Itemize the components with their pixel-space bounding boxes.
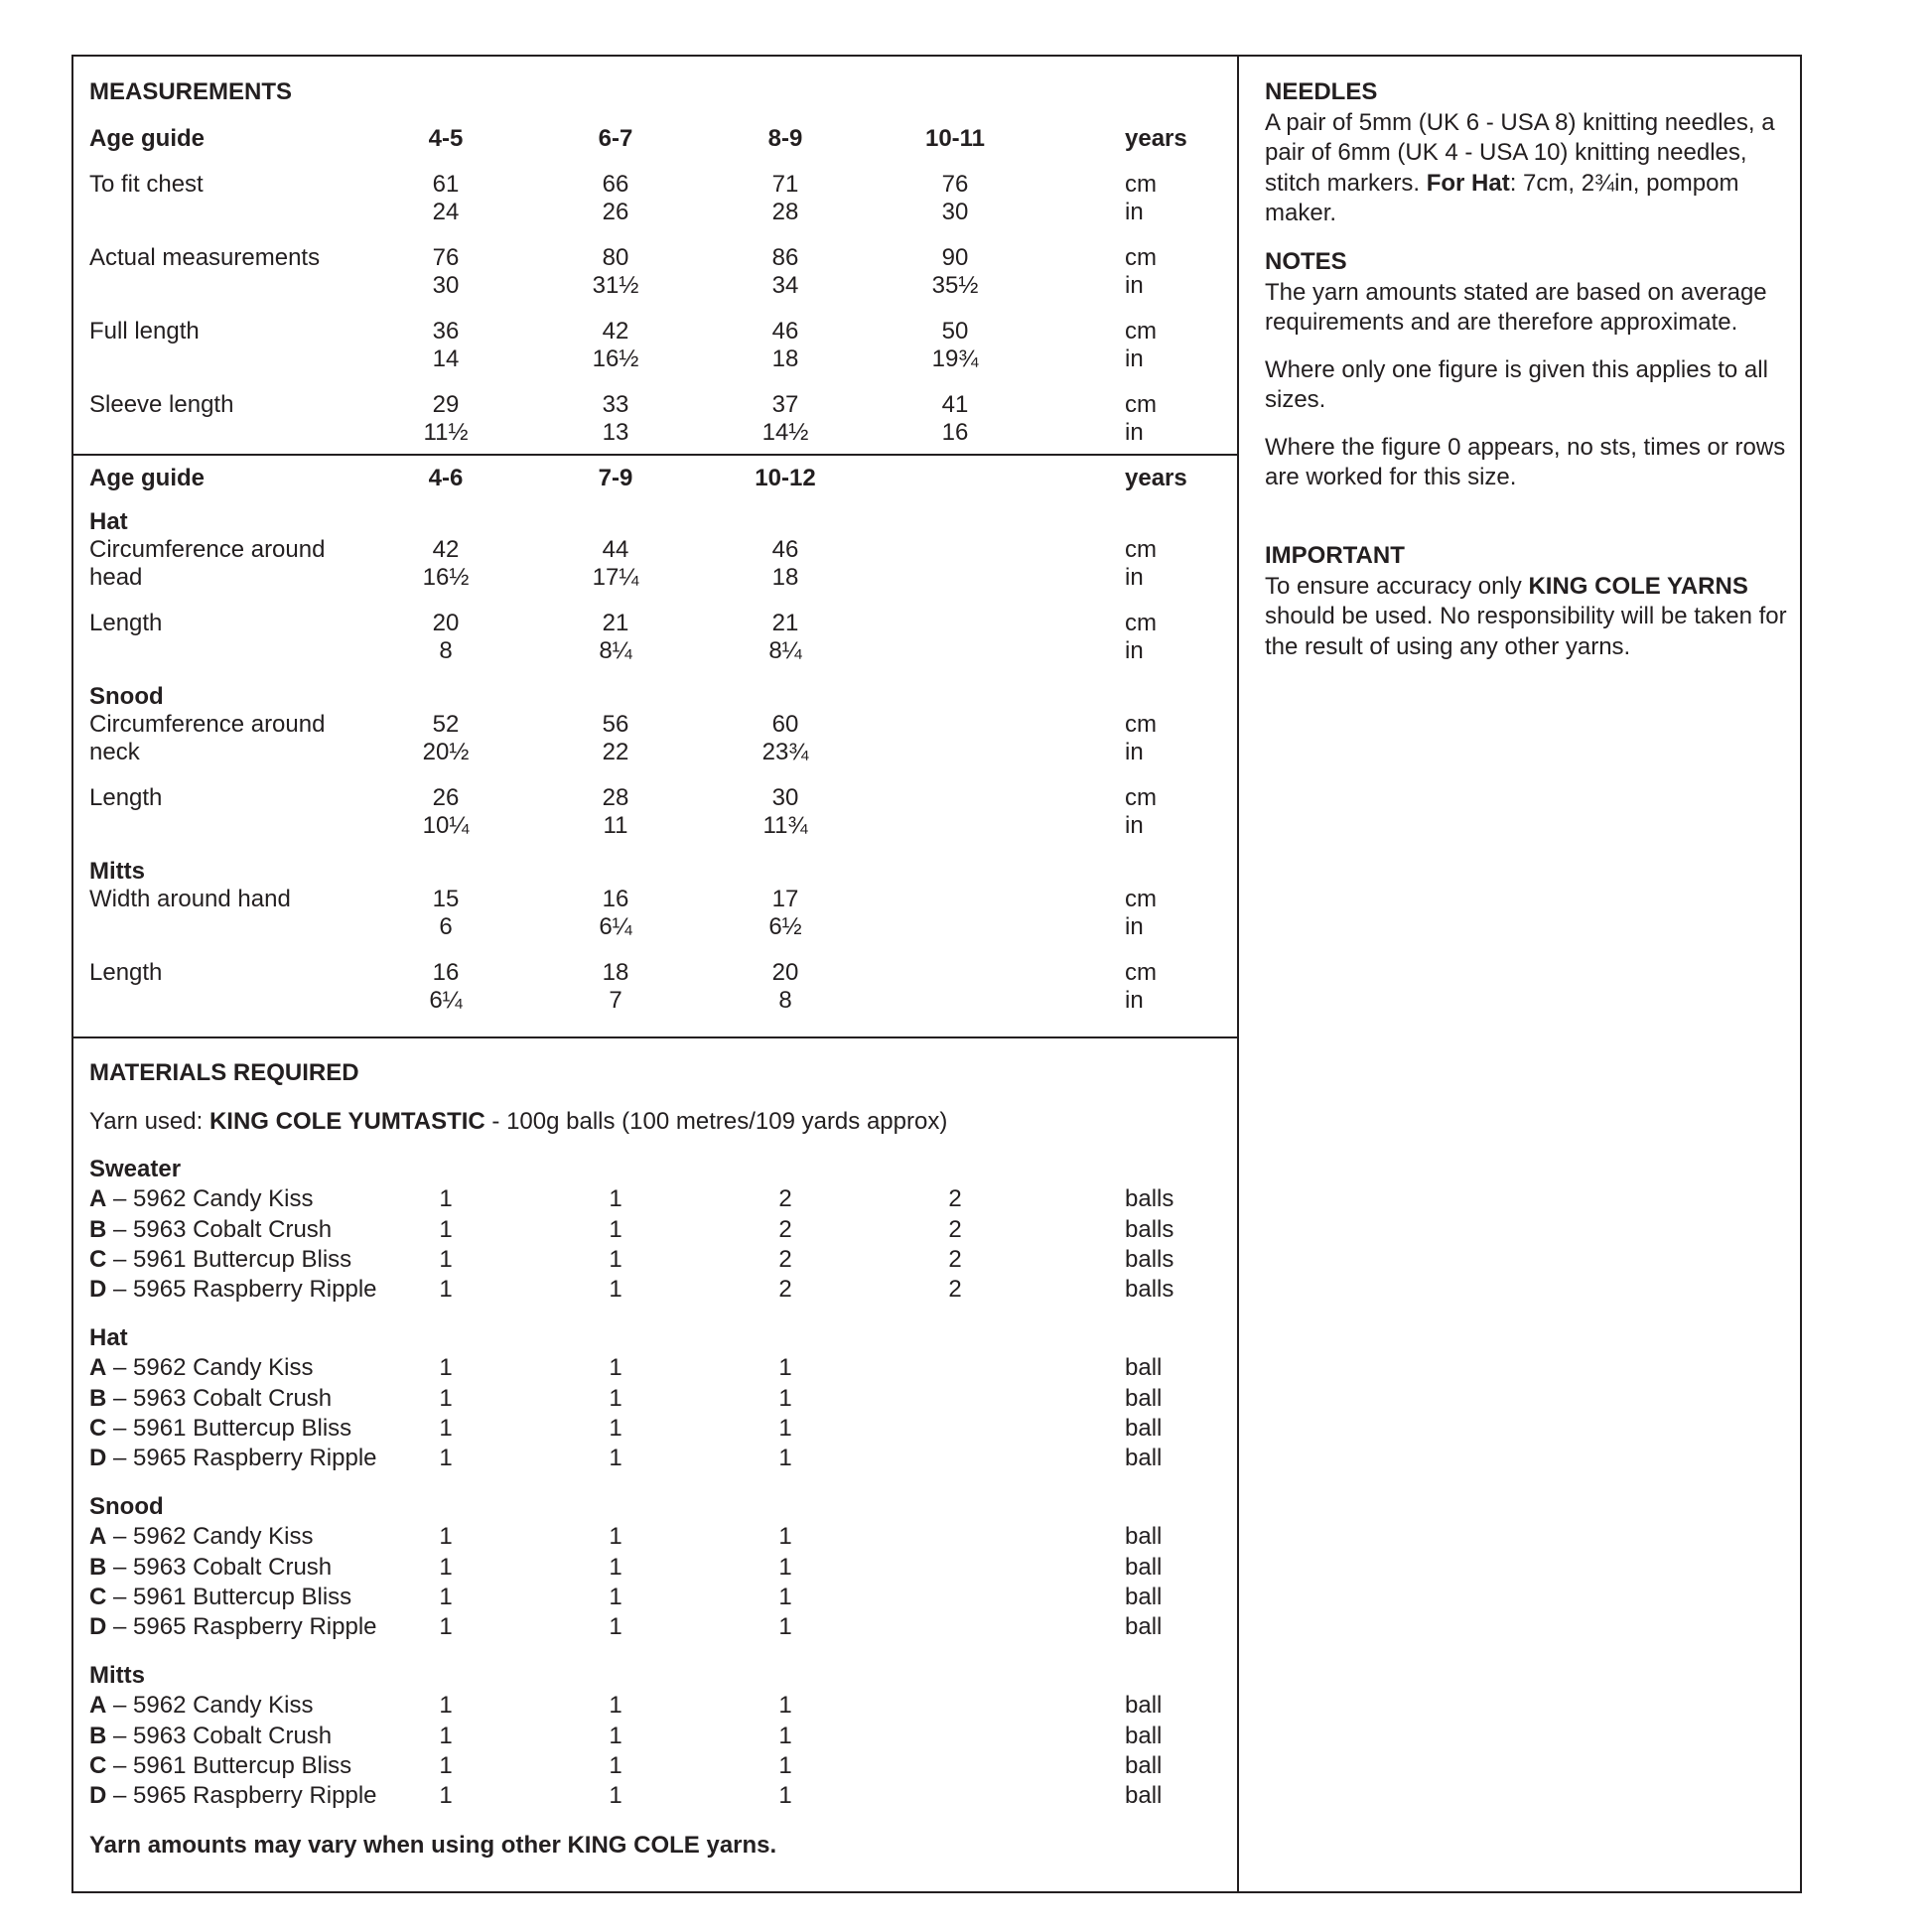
measurement-label: Length [89, 784, 163, 811]
measurement-in-value: 11½ [423, 419, 469, 446]
ball-quantity: 1 [439, 1692, 453, 1720]
yarn-colour-label [89, 1781, 377, 1811]
ball-unit: balls [1125, 1185, 1174, 1213]
measurement-cm-value: 52 [432, 711, 460, 738]
yarn-used-suffix: - 100g balls (100 metres/109 yards approx) [484, 1108, 948, 1135]
unit-in: in [1125, 987, 1144, 1014]
measurement-in-value: 23¾ [761, 739, 809, 765]
measurement-in-value: 17¼ [592, 564, 639, 591]
ball-quantity: 1 [439, 1751, 453, 1779]
ball-quantity: 1 [609, 1276, 622, 1304]
yarn-letter: D [89, 1276, 107, 1304]
ball-quantity: 1 [778, 1613, 792, 1641]
ball-quantity: 1 [439, 1354, 453, 1382]
measurement-in-value: 14½ [761, 419, 809, 446]
ball-quantity: 1 [439, 1553, 453, 1581]
measurement-cm-value: 50 [941, 318, 969, 345]
ball-quantity: 1 [439, 1215, 453, 1243]
ball-quantity: 1 [439, 1722, 453, 1749]
size-header: 8-9 [767, 125, 803, 152]
yarn-colour-name: – 5965 Raspberry Ripple [106, 1276, 377, 1304]
ball-quantity: 1 [778, 1384, 792, 1412]
materials-footer: Yarn amounts may vary when using other KING COLE yarns. [89, 1832, 777, 1859]
ball-unit: ball [1125, 1613, 1163, 1641]
size-header: 4-6 [428, 465, 464, 491]
measurement-in-value: 18 [771, 345, 799, 372]
ball-quantity: 1 [439, 1523, 453, 1551]
measurement-in-value: 30 [432, 272, 460, 299]
ball-quantity: 1 [439, 1414, 453, 1442]
ball-quantity: 1 [609, 1751, 622, 1779]
yarn-letter: B [89, 1215, 107, 1243]
measurement-in-value: 13 [602, 419, 629, 446]
measurement-cm-value: 46 [771, 536, 799, 563]
measurement-cm-value: 44 [602, 536, 629, 563]
column-divider [1237, 55, 1239, 1893]
ball-quantity: 1 [778, 1751, 792, 1779]
ball-quantity: 2 [778, 1245, 792, 1273]
measurement-cm-value: 30 [771, 784, 799, 811]
yarn-colour-name: – 5963 Cobalt Crush [106, 1215, 333, 1243]
measurement-label: Circumference around [89, 536, 326, 563]
unit-cm: cm [1125, 784, 1157, 811]
unit-cm: cm [1125, 391, 1157, 418]
ball-quantity: 1 [778, 1722, 792, 1749]
ball-quantity: 2 [948, 1215, 962, 1243]
unit-in: in [1125, 272, 1144, 299]
size-header: 10-11 [924, 125, 986, 152]
ball-quantity: 1 [778, 1782, 792, 1810]
measurement-in-value: 16 [941, 419, 969, 446]
yarn-colour-name: – 5962 Candy Kiss [106, 1185, 314, 1213]
measurement-cm-value: 76 [941, 171, 969, 198]
yarn-letter: B [89, 1384, 107, 1412]
ball-quantity: 2 [948, 1276, 962, 1304]
unit-in: in [1125, 199, 1144, 225]
ball-quantity: 1 [609, 1583, 622, 1610]
size-header: 10-12 [755, 465, 816, 491]
ball-unit: ball [1125, 1384, 1163, 1412]
measurement-in-value: 14 [432, 345, 460, 372]
ball-quantity: 1 [439, 1384, 453, 1412]
yarn-colour-name: – 5961 Buttercup Bliss [106, 1751, 352, 1779]
measurement-cm-value: 33 [602, 391, 629, 418]
yarn-colour-name: – 5962 Candy Kiss [106, 1523, 314, 1551]
measurement-cm-value: 16 [432, 959, 460, 986]
measurement-label-cont: neck [89, 739, 140, 765]
age-guide-label: Age guide [89, 125, 206, 152]
ball-quantity: 1 [609, 1553, 622, 1581]
ball-quantity: 1 [439, 1185, 453, 1213]
measurement-cm-value: 37 [771, 391, 799, 418]
yarn-colour-label [89, 1275, 377, 1305]
yarn-colour-name: – 5965 Raspberry Ripple [106, 1613, 377, 1641]
needles-heading: NEEDLES [1265, 78, 1378, 105]
ball-quantity: 1 [439, 1583, 453, 1610]
measurement-cm-value: 61 [432, 171, 460, 198]
measurement-cm-value: 42 [602, 318, 629, 345]
measurement-in-value: 35½ [931, 272, 979, 299]
ball-quantity: 1 [609, 1692, 622, 1720]
unit-cm: cm [1125, 244, 1157, 271]
measurement-in-value: 6 [439, 913, 453, 940]
measurement-in-value: 6½ [768, 913, 802, 940]
measurement-in-value: 6¼ [429, 987, 463, 1014]
important-text-2: should be used. No responsibility will be taken for the result of using any other yarns. [1265, 603, 1787, 660]
yarn-used-prefix: Yarn used: [89, 1108, 209, 1135]
measurement-cm-value: 16 [602, 886, 629, 912]
measurement-cm-value: 66 [602, 171, 629, 198]
measurement-cm-value: 46 [771, 318, 799, 345]
notes-section [1265, 247, 1791, 493]
measurement-in-value: 34 [771, 272, 799, 299]
ball-quantity: 1 [609, 1414, 622, 1442]
unit-cm: cm [1125, 711, 1157, 738]
yarn-letter: C [89, 1245, 107, 1273]
measurement-in-value: 11 [603, 812, 628, 839]
measurement-label: Length [89, 959, 163, 986]
measurement-cm-value: 80 [602, 244, 629, 271]
unit-cm: cm [1125, 959, 1157, 986]
unit-cm: cm [1125, 318, 1157, 345]
unit-cm: cm [1125, 886, 1157, 912]
needles-section [1265, 77, 1791, 229]
unit-cm: cm [1125, 171, 1157, 198]
yarn-letter: C [89, 1414, 107, 1442]
ball-unit: balls [1125, 1215, 1174, 1243]
ball-quantity: 1 [609, 1523, 622, 1551]
ball-quantity: 1 [778, 1692, 792, 1720]
needles-text [1265, 108, 1791, 229]
ball-quantity: 1 [778, 1523, 792, 1551]
ball-quantity: 1 [439, 1782, 453, 1810]
ball-quantity: 1 [439, 1245, 453, 1273]
measurement-cm-value: 20 [432, 610, 460, 636]
yarn-letter: A [89, 1185, 107, 1213]
measurement-cm-value: 71 [771, 171, 799, 198]
yarn-name: KING COLE YUMTASTIC [208, 1108, 485, 1135]
measurement-cm-value: 18 [602, 959, 629, 986]
measurement-label: Actual measurements [89, 244, 321, 271]
yarn-used-line [89, 1107, 947, 1137]
unit-in: in [1125, 913, 1144, 940]
years-label: years [1125, 125, 1187, 152]
unit-cm: cm [1125, 536, 1157, 563]
materials-heading: MATERIALS REQUIRED [89, 1059, 359, 1086]
ball-quantity: 1 [609, 1185, 622, 1213]
measurement-label: Sleeve length [89, 391, 234, 418]
yarn-colour-label [89, 1583, 351, 1612]
yarn-colour-label [89, 1722, 332, 1751]
yarn-letter: D [89, 1445, 107, 1472]
measurement-label: To fit chest [89, 171, 204, 198]
yarn-colour-name: – 5965 Raspberry Ripple [106, 1782, 377, 1810]
materials-group-heading: Hat [89, 1324, 128, 1351]
measurement-cm-value: 15 [432, 886, 460, 912]
measurement-in-value: 8 [439, 637, 453, 664]
ball-unit: balls [1125, 1245, 1174, 1273]
section-divider-materials [71, 1036, 1239, 1038]
unit-cm: cm [1125, 610, 1157, 636]
measurement-cm-value: 90 [941, 244, 969, 271]
unit-in: in [1125, 345, 1144, 372]
years-label: years [1125, 465, 1187, 491]
important-bold: KING COLE YARNS [1528, 572, 1748, 600]
measurement-cm-value: 28 [602, 784, 629, 811]
accessory-heading: Snood [89, 683, 164, 710]
yarn-colour-label [89, 1353, 313, 1383]
yarn-colour-name: – 5962 Candy Kiss [106, 1692, 314, 1720]
accessory-heading: Hat [89, 508, 128, 535]
ball-unit: ball [1125, 1445, 1163, 1472]
yarn-colour-label [89, 1691, 313, 1721]
measurement-in-value: 8 [778, 987, 792, 1014]
age-guide-label: Age guide [89, 465, 206, 491]
size-header: 6-7 [598, 125, 633, 152]
yarn-colour-name: – 5963 Cobalt Crush [106, 1722, 333, 1749]
measurement-in-value: 31½ [592, 272, 639, 299]
measurement-in-value: 10¼ [422, 812, 470, 839]
measurement-cm-value: 42 [432, 536, 460, 563]
yarn-colour-label [89, 1444, 377, 1473]
ball-quantity: 1 [778, 1553, 792, 1581]
ball-quantity: 2 [778, 1185, 792, 1213]
yarn-letter: B [89, 1722, 107, 1749]
measurement-in-value: 24 [432, 199, 460, 225]
measurement-label: Width around hand [89, 886, 291, 912]
ball-unit: ball [1125, 1722, 1163, 1749]
ball-unit: ball [1125, 1692, 1163, 1720]
ball-quantity: 1 [609, 1384, 622, 1412]
ball-unit: balls [1125, 1276, 1174, 1304]
ball-quantity: 1 [609, 1722, 622, 1749]
measurement-in-value: 26 [602, 199, 629, 225]
yarn-colour-name: – 5961 Buttercup Bliss [106, 1414, 352, 1442]
yarn-colour-label [89, 1384, 332, 1414]
ball-quantity: 1 [439, 1445, 453, 1472]
yarn-colour-label [89, 1414, 351, 1444]
ball-unit: ball [1125, 1414, 1163, 1442]
ball-quantity: 2 [948, 1185, 962, 1213]
unit-in: in [1125, 812, 1144, 839]
yarn-colour-label [89, 1612, 377, 1642]
important-section [1265, 541, 1791, 662]
measurement-cm-value: 21 [771, 610, 799, 636]
materials-group-heading: Mitts [89, 1662, 145, 1689]
accessory-heading: Mitts [89, 858, 145, 885]
yarn-colour-label [89, 1215, 332, 1245]
yarn-colour-label [89, 1245, 351, 1275]
needles-text-1: A pair of 5mm (UK 6 - USA 8) knitting needles, a pair of 6mm (UK 4 - USA 10) knitting needles, stitch markers. [1265, 108, 1775, 197]
important-text-1: To ensure accuracy only [1265, 572, 1529, 600]
measurement-in-value: 11¾ [762, 812, 808, 839]
ball-quantity: 1 [778, 1414, 792, 1442]
ball-quantity: 1 [778, 1354, 792, 1382]
measurement-cm-value: 76 [432, 244, 460, 271]
needles-text-2: : 7cm, 2¾in, pompom maker. [1265, 169, 1739, 226]
notes-paragraph-1: The yarn amounts stated are based on average requirements and are therefore approximate. [1265, 278, 1767, 336]
yarn-colour-name: – 5961 Buttercup Bliss [106, 1245, 352, 1273]
measurement-in-value: 22 [602, 739, 629, 765]
unit-in: in [1125, 564, 1144, 591]
ball-quantity: 1 [778, 1583, 792, 1610]
ball-quantity: 2 [948, 1245, 962, 1273]
ball-unit: ball [1125, 1751, 1163, 1779]
ball-quantity: 1 [439, 1276, 453, 1304]
yarn-letter: C [89, 1751, 107, 1779]
ball-unit: ball [1125, 1782, 1163, 1810]
yarn-colour-label [89, 1522, 313, 1552]
ball-quantity: 1 [609, 1215, 622, 1243]
measurement-in-value: 16½ [422, 564, 470, 591]
yarn-colour-name: – 5962 Candy Kiss [106, 1354, 314, 1382]
ball-quantity: 2 [778, 1276, 792, 1304]
unit-in: in [1125, 739, 1144, 765]
yarn-colour-name: – 5963 Cobalt Crush [106, 1384, 333, 1412]
measurement-in-value: 7 [609, 987, 622, 1014]
size-header: 4-5 [428, 125, 464, 152]
measurement-in-value: 28 [771, 199, 799, 225]
yarn-letter: C [89, 1583, 107, 1610]
measurement-label: Circumference around [89, 711, 326, 738]
notes-paragraph-3: Where the figure 0 appears, no sts, times or rows are worked for this size. [1265, 433, 1786, 490]
measurement-cm-value: 86 [771, 244, 799, 271]
materials-group-heading: Sweater [89, 1156, 182, 1182]
ball-quantity: 1 [609, 1245, 622, 1273]
measurement-cm-value: 20 [771, 959, 799, 986]
measurement-in-value: 30 [941, 199, 969, 225]
measurement-cm-value: 41 [941, 391, 969, 418]
important-text [1265, 572, 1791, 663]
measurement-cm-value: 56 [602, 711, 629, 738]
yarn-colour-name: – 5961 Buttercup Bliss [106, 1583, 352, 1610]
measurements-heading: MEASUREMENTS [89, 78, 293, 105]
yarn-colour-name: – 5965 Raspberry Ripple [106, 1445, 377, 1472]
yarn-letter: A [89, 1692, 107, 1720]
yarn-colour-label [89, 1184, 313, 1214]
unit-in: in [1125, 419, 1144, 446]
yarn-colour-label [89, 1553, 332, 1583]
section-divider-sizes [71, 454, 1239, 456]
ball-quantity: 1 [778, 1445, 792, 1472]
measurement-cm-value: 36 [432, 318, 460, 345]
yarn-letter: A [89, 1354, 107, 1382]
notes-paragraph-2: Where only one figure is given this applies to all sizes. [1265, 355, 1768, 413]
notes-heading: NOTES [1265, 248, 1347, 275]
measurement-in-value: 6¼ [599, 913, 632, 940]
yarn-letter: D [89, 1782, 107, 1810]
ball-unit: ball [1125, 1553, 1163, 1581]
ball-unit: ball [1125, 1523, 1163, 1551]
materials-group-heading: Snood [89, 1493, 164, 1520]
ball-quantity: 2 [778, 1215, 792, 1243]
measurement-cm-value: 60 [771, 711, 799, 738]
measurement-label-cont: head [89, 564, 143, 591]
measurement-in-value: 20½ [422, 739, 470, 765]
measurement-cm-value: 21 [602, 610, 629, 636]
unit-in: in [1125, 637, 1144, 664]
measurement-cm-value: 29 [432, 391, 460, 418]
ball-unit: ball [1125, 1583, 1163, 1610]
yarn-colour-label [89, 1751, 351, 1781]
ball-quantity: 1 [609, 1445, 622, 1472]
measurement-label: Length [89, 610, 163, 636]
size-header: 7-9 [598, 465, 633, 491]
important-heading: IMPORTANT [1265, 542, 1405, 569]
measurement-label: Full length [89, 318, 200, 345]
measurement-in-value: 18 [771, 564, 799, 591]
yarn-letter: B [89, 1553, 107, 1581]
ball-quantity: 1 [609, 1613, 622, 1641]
measurement-in-value: 8¼ [768, 637, 802, 664]
ball-quantity: 1 [439, 1613, 453, 1641]
measurement-in-value: 16½ [592, 345, 639, 372]
yarn-letter: D [89, 1613, 107, 1641]
yarn-letter: A [89, 1523, 107, 1551]
measurement-in-value: 8¼ [599, 637, 632, 664]
measurement-in-value: 19¾ [931, 345, 979, 372]
measurement-cm-value: 17 [771, 886, 799, 912]
measurement-cm-value: 26 [432, 784, 460, 811]
ball-quantity: 1 [609, 1782, 622, 1810]
ball-unit: ball [1125, 1354, 1163, 1382]
yarn-colour-name: – 5963 Cobalt Crush [106, 1553, 333, 1581]
needles-bold: For Hat [1426, 169, 1510, 197]
ball-quantity: 1 [609, 1354, 622, 1382]
